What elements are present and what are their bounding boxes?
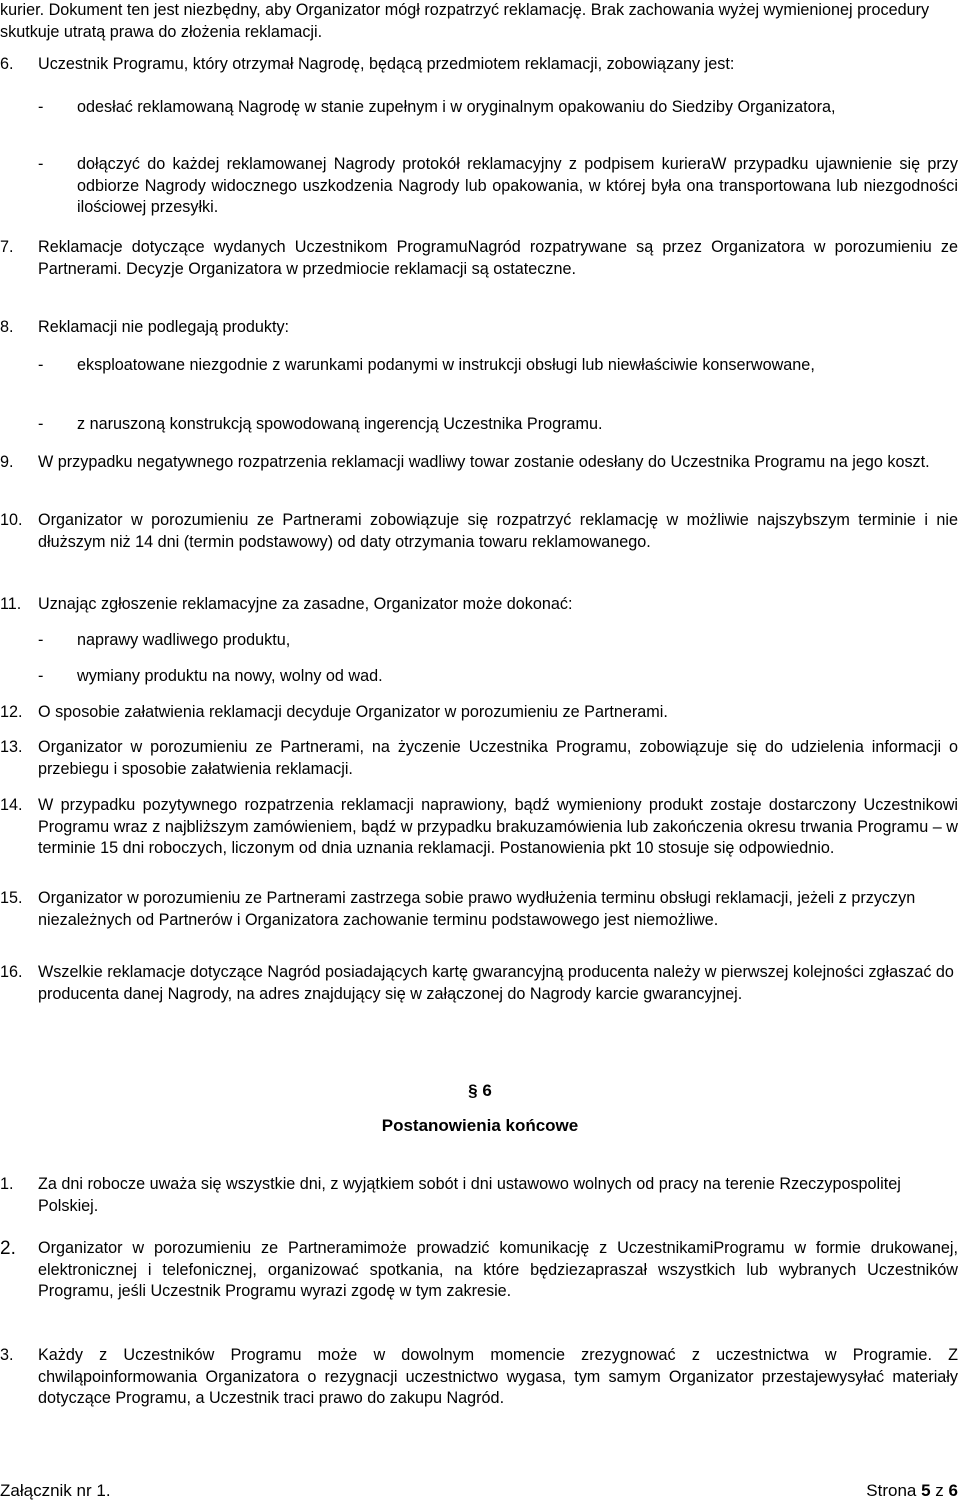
list-item-16 xyxy=(0,962,958,1005)
footer-attachment-label: Załącznik nr 1. xyxy=(0,1481,111,1500)
item-text: Za dni robocze uważa się wszystkie dni, z wyjątkiem sobót i dni ustawowo wolnych od pracy na terenie Rzeczypospolitej Polskiej. xyxy=(38,1175,901,1215)
final-item-3 xyxy=(0,1345,958,1410)
list-item-12 xyxy=(0,702,958,724)
item-number: 10. xyxy=(0,511,23,529)
page-total: 6 xyxy=(948,1481,958,1500)
item-text: Organizator w porozumieniu ze Partnerami zobowiązuje się rozpatrzyć reklamację w możliwie najszybszym terminie i nie dłuższym niż 14 dni (termin podstawowy) od daty otrzymania towaru reklamowanego. xyxy=(38,511,958,551)
item-text: W przypadku pozytywnego rozpatrzenia reklamacji naprawiony, bądź wymieniony produkt zostaje dostarczony Uczestnikowi Programu wraz z najbliższym zamówieniem, bądź w przypadku brakuzamówienia lub zakończenia okresu trwania Programu – w terminie 15 dni roboczych, liczonym od dnia uznania reklamacji. Postanowienia pkt 10 stosuje się odpowiednio. xyxy=(38,796,958,858)
footer-page-number xyxy=(866,1480,958,1502)
item-number: 2. xyxy=(0,1238,16,1259)
dash-bullet: - xyxy=(38,667,44,685)
list-item-6 xyxy=(0,54,958,76)
list-item-13 xyxy=(0,737,958,780)
item-text: Reklamacje dotyczące wydanych Uczestnikom ProgramuNagród rozpatrywane są przez Organizatora w porozumieniu ze Partnerami. Decyzje Organizatora w przedmiocie reklamacji są ostateczne. xyxy=(38,238,958,278)
dash-bullet: - xyxy=(38,415,44,433)
list-item-15 xyxy=(0,888,958,931)
section-title: Postanowienia końcowe xyxy=(381,1116,579,1135)
final-item-1 xyxy=(0,1174,958,1217)
sub-item-11-2 xyxy=(0,666,958,688)
sub-item-text: z naruszoną konstrukcją spowodowaną ingerencją Uczestnika Programu. xyxy=(77,415,603,433)
item-text: Reklamacji nie podlegają produkty: xyxy=(38,318,290,336)
intro-paragraph xyxy=(0,0,958,43)
sub-item-text: odesłać reklamowaną Nagrodę w stanie zupełnym i w oryginalnym opakowaniu do Siedziby Organizatora, xyxy=(77,98,836,116)
final-item-2 xyxy=(0,1238,958,1303)
item-text: O sposobie załatwienia reklamacji decyduje Organizator w porozumieniu ze Partnerami. xyxy=(38,703,668,721)
sub-item-text: eksploatowane niezgodnie z warunkami podanymi w instrukcji obsługi lub niewłaściwie konserwowane, xyxy=(77,356,815,374)
item-text: Organizator w porozumieniu ze Partnerami, na życzenie Uczestnika Programu, zobowiązuje się do udzielenia informacji o przebiegu i sposobie załatwienia reklamacji. xyxy=(38,738,958,778)
item-text: Wszelkie reklamacje dotyczące Nagród posiadających kartę gwarancyjną producenta należy w pierwszej kolejności zgłaszać do producenta danej Nagrody, na adres znajdujący się w załączonej do Nagrody karcie gwarancyjnej. xyxy=(38,963,954,1003)
item-number: 15. xyxy=(0,889,23,907)
item-text: Organizator w porozumieniu ze Partneramimoże prowadzić komunikację z UczestnikamiProgramu w formie drukowanej, elektronicznej i telefonicznej, organizować spotkania, na które będziezapraszał wszystkich lub wybranych Uczestników Programu, jeśli Uczestnik Programu wyrazi zgodę w tym zakresie. xyxy=(38,1239,958,1301)
item-number: 11. xyxy=(0,595,22,613)
list-item-7 xyxy=(0,237,958,280)
sub-item-text: naprawy wadliwego produktu, xyxy=(77,631,291,649)
list-item-10 xyxy=(0,510,958,553)
sub-item-text: wymiany produktu na nowy, wolny od wad. xyxy=(77,667,383,685)
item-number: 3. xyxy=(0,1346,14,1364)
sub-item-text: dołączyć do każdej reklamowanej Nagrody protokół reklamacyjny z podpisem kurieraW przypadku ujawnienie się przy odbiorze Nagrody widocznego uszkodzenia Nagrody lub opakowania, w której była ona transportowana lub niezgodności ilościowej przesyłki. xyxy=(77,155,958,217)
dash-bullet: - xyxy=(38,631,44,649)
list-item-8 xyxy=(0,317,958,339)
section-mark: § 6 xyxy=(468,1081,492,1100)
page-separator: z xyxy=(935,1481,944,1500)
dash-bullet: - xyxy=(38,98,44,116)
page-current: 5 xyxy=(921,1481,931,1500)
item-number: 16. xyxy=(0,963,23,981)
list-item-14 xyxy=(0,795,958,860)
item-text: Każdy z Uczestników Programu może w dowolnym momencie zrezygnować z uczestnictwa w Programie. Z chwiląpoinformowania Organizatora o rezygnacji uczestnictwo wygasa, tym samym Organizator przestajewysyłać materiały dotyczące Programu, a Uczestnik traci prawo do zakupu Nagród. xyxy=(38,1346,958,1408)
dash-bullet: - xyxy=(38,356,44,374)
list-item-11 xyxy=(0,594,958,616)
list-item-9 xyxy=(0,452,958,474)
sub-item-6-2 xyxy=(0,154,958,219)
item-number: 6. xyxy=(0,55,14,73)
sub-item-8-2 xyxy=(0,414,958,436)
item-number: 13. xyxy=(0,738,23,756)
sub-item-6-1 xyxy=(0,97,958,119)
item-text: Organizator w porozumieniu ze Partnerami zastrzega sobie prawo wydłużenia terminu obsługi reklamacji, jeżeli z przyczyn niezależnych od Partnerów i Organizatora zachowanie terminu podstawowego jest niemożliwe. xyxy=(38,889,916,929)
intro-text: kurier. Dokument ten jest niezbędny, aby Organizator mógł rozpatrzyć reklamację. Brak zachowania wyżej wymienionej procedury skutkuje utratą prawa do złożenia reklamacji. xyxy=(0,1,930,41)
item-number: 7. xyxy=(0,238,14,256)
item-number: 14. xyxy=(0,796,23,814)
item-number: 9. xyxy=(0,453,14,471)
item-text: Uznając zgłoszenie reklamacyjne za zasadne, Organizator może dokonać: xyxy=(38,595,573,613)
item-number: 1. xyxy=(0,1175,14,1193)
item-text: W przypadku negatywnego rozpatrzenia reklamacji wadliwy towar zostanie odesłany do Uczestnika Programu na jego koszt. xyxy=(38,453,930,471)
sub-item-11-1 xyxy=(0,630,958,652)
item-text: Uczestnik Programu, który otrzymał Nagrodę, będącą przedmiotem reklamacji, zobowiązany jest: xyxy=(38,55,735,73)
sub-item-8-1 xyxy=(0,355,958,377)
item-number: 12. xyxy=(0,703,23,721)
item-number: 8. xyxy=(0,318,14,336)
page-prefix: Strona xyxy=(866,1481,917,1500)
dash-bullet: - xyxy=(38,155,44,173)
